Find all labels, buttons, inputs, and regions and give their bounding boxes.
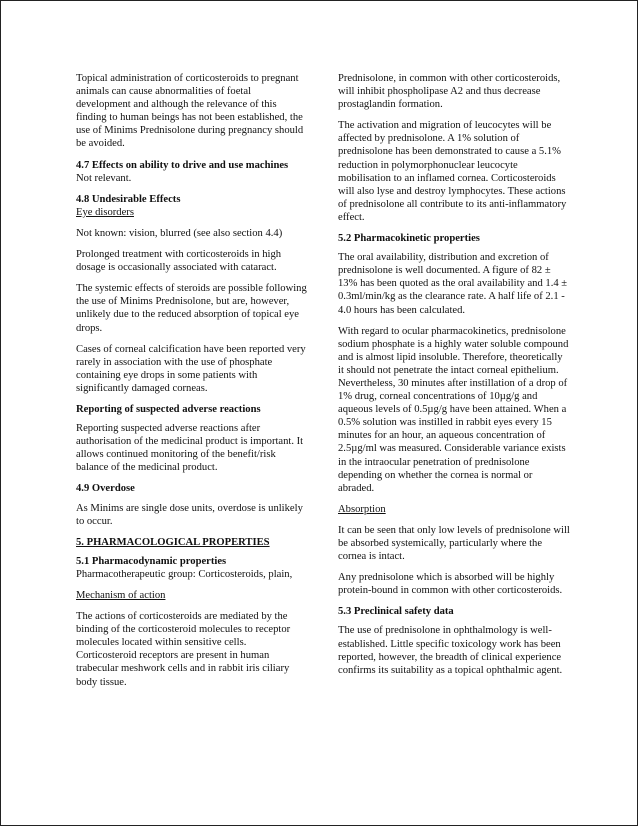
subheading-absorption: Absorption (338, 503, 386, 515)
paragraph-ocular-pharmacokinetics: With regard to ocular pharmacokinetics, prednisolone sodium phosphate is a highly water soluble compound and is almost lipid insoluble. Therefore, theoretically it should not penetrate the intact corneal epithelium. Nevertheless, 30 minutes after instillation of a drop of 1% drug, corneal concentrations of 10µg/g and aqueous levels of 0.5µg/g have been attained. When a 0.5% solution was instilled in rabbit eyes every 15 minutes for an hour, an aqueous concentration of 2.5µg/ml was measured. Considerable variance exists in the intraocular penetration of prednisolone depending on whether the cornea is normal or abraded. (338, 325, 569, 494)
heading-5-3: 5.3 Preclinical safety data (338, 606, 454, 618)
heading-section-5: 5. PHARMACOLOGICAL PROPERTIES (76, 536, 270, 548)
paragraph-leucocytes: The activation and migration of leucocytes will be affected by prednisolone. A 1% solution of prednisolone has been demonstrated to cause a 5.1% reduction in polymorphonuclear leucocyte mobilisation to an inflamed cornea. Corticosteroids will also lyse and destroy lymphocytes. These actions of prednisolone all contribute to its anti-inflammatory effect. (338, 120, 567, 223)
paragraph-mechanism: The actions of corticosteroids are mediated by the binding of the corticosteroid molecules to receptor molecules located within sensitive cells. Corticosteroid receptors are present in human trabecular meshwork cells and in rabbit iris ciliary body tissue. (76, 611, 291, 688)
paragraph-phospholipase: Prednisolone, in common with other corticosteroids, will inhibit phospholipase A2 and thus decrease prostaglandin formation. (338, 73, 561, 111)
paragraph-pregnancy: Topical administration of corticosteroids to pregnant animals can cause abnormalities of foetal development and although the relevance of this finding to human beings has not been established, the use of Minims Prednisolone during pregnancy should be avoided. (76, 73, 304, 150)
subheading-mechanism: Mechanism of action (76, 590, 166, 601)
paragraph-overdose: As Minims are single dose units, overdose is unlikely to occur. (76, 502, 303, 527)
paragraph-not-relevant: Not relevant. (76, 172, 132, 184)
heading-reporting: Reporting of suspected adverse reactions (76, 403, 261, 415)
paragraph-systemic-effects: The systemic effects of steroids are possible following the use of Minims Prednisolone, but are, however, unlikely due to the reduced absorption of topical eye drops. (76, 283, 307, 334)
paragraph-preclinical: The use of prednisolone in ophthalmology is well-established. Little specific toxicology work has been reported, however, the breadth of clinical experience confirms its suitability as a topical ophthalmic agent. (338, 625, 563, 676)
right-column (338, 72, 571, 677)
paragraph-reporting: Reporting suspected adverse reactions after authorisation of the medicinal product is important. It allows continued monitoring of the benefit/risk balance of the medicinal product. (76, 423, 304, 474)
paragraph-not-known: Not known: vision, blurred (see also section 4.4) (76, 227, 283, 239)
subheading-eye-disorders: Eye disorders (76, 206, 134, 218)
paragraph-oral-availability: The oral availability, distribution and excretion of prednisolone is well documented. A figure of 82 ± 13% has been quoted as the oral availability and 1.4 ± 0.3ml/min/kg as the clearance rate. A half life of 2.1 - 4.0 hours has been calculated. (338, 252, 568, 316)
paragraph-absorption: It can be seen that only low levels of prednisolone will be absorbed systemically, particularly where the cornea is intact. (338, 524, 570, 563)
heading-4-9: 4.9 Overdose (76, 483, 135, 495)
paragraph-pharmacotherapeutic-group: Pharmacotherapeutic group: Corticosteroids, plain, (76, 568, 293, 580)
heading-4-8: 4.8 Undesirable Effects (76, 193, 181, 205)
paragraph-corneal-calcification: Cases of corneal calcification have been reported very rarely in association with the use of phosphate containing eye drops in some patients with significantly damaged corneas. (76, 343, 306, 394)
heading-5-1: 5.1 Pharmacodynamic properties (76, 555, 227, 567)
heading-4-7: 4.7 Effects on ability to drive and use machines (76, 159, 289, 171)
paragraph-protein-bound: Any prednisolone which is absorbed will be highly protein-bound in common with other corticosteroids. (338, 572, 563, 597)
paragraph-cataract: Prolonged treatment with corticosteroids in high dosage is occasionally associated with cataract. (76, 249, 282, 274)
left-column (76, 72, 308, 689)
heading-5-2: 5.2 Pharmacokinetic properties (338, 233, 480, 245)
